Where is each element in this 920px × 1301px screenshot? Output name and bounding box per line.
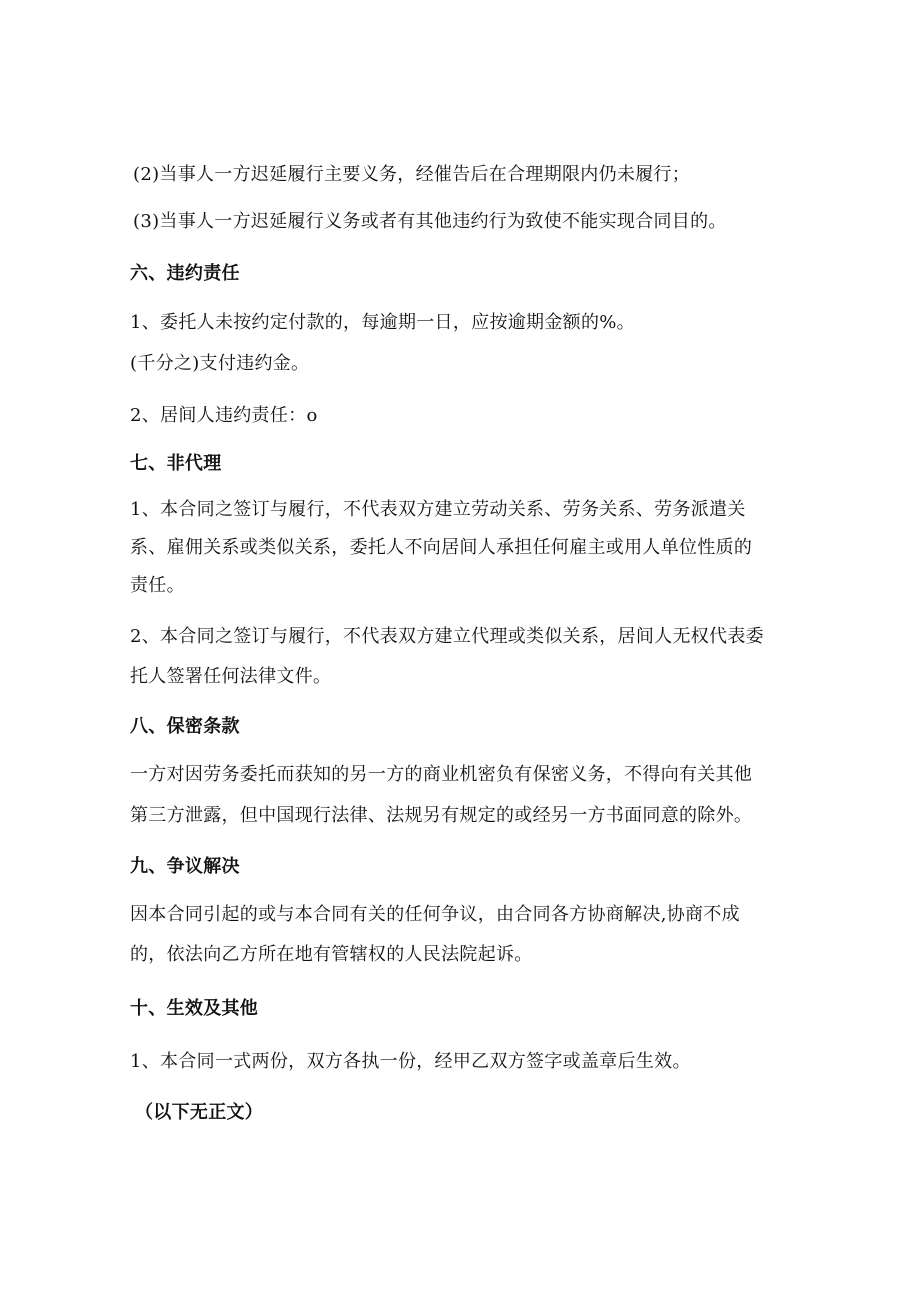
end-of-text-note: （以下无正文） [135,1102,264,1123]
clause-7-item-1-line-1: 1、本合同之签订与履行，不代表双方建立劳动关系、劳务关系、劳务派遣关 [130,499,746,520]
clause-5-item-2: (2)当事人一方迟延履行主要义务，经催告后在合理期限内仍未履行； [133,164,691,185]
clause-6-item-1-line-1: 1、委托人未按约定付款的，每逾期一日，应按逾期金额的%。 [130,312,635,333]
clause-8-line-1: 一方对因劳务委托而获知的另一方的商业机密负有保密义务，不得向有关其他 [130,764,753,785]
clause-10-item-1: 1、本合同一式两份，双方各执一份，经甲乙双方签字或盖章后生效。 [130,1051,691,1072]
section-7-heading: 七、非代理 [130,453,222,474]
clause-6-item-1-line-2: (千分之)支付违约金。 [130,353,310,374]
section-8-heading: 八、保密条款 [130,716,240,737]
clause-9-line-1: 因本合同引起的或与本合同有关的任何争议，由合同各方协商解决,协商不成 [130,904,740,925]
clause-7-item-2-line-1: 2、本合同之签订与履行，不代表双方建立代理或类似关系，居间人无权代表委 [130,626,764,647]
clause-5-item-3: (3)当事人一方迟延履行义务或者有其他违约行为致使不能实现合同目的。 [133,211,727,232]
section-10-heading: 十、生效及其他 [130,998,259,1019]
clause-8-line-2: 第三方泄露，但中国现行法律、法规另有规定的或经另一方书面同意的除外。 [130,805,753,826]
clause-7-item-1-line-3: 责任。 [130,575,185,596]
clause-7-item-2-line-2: 托人签署任何法律文件。 [130,666,332,687]
clause-9-line-2: 的，依法向乙方所在地有管辖权的人民法院起诉。 [130,944,533,965]
section-9-heading: 九、争议解决 [130,856,240,877]
section-6-heading: 六、违约责任 [130,263,240,284]
clause-6-item-2: 2、居间人违约责任：o [130,405,318,426]
clause-7-item-1-line-2: 系、雇佣关系或类似关系，委托人不向居间人承担任何雇主或用人单位性质的 [130,537,753,558]
